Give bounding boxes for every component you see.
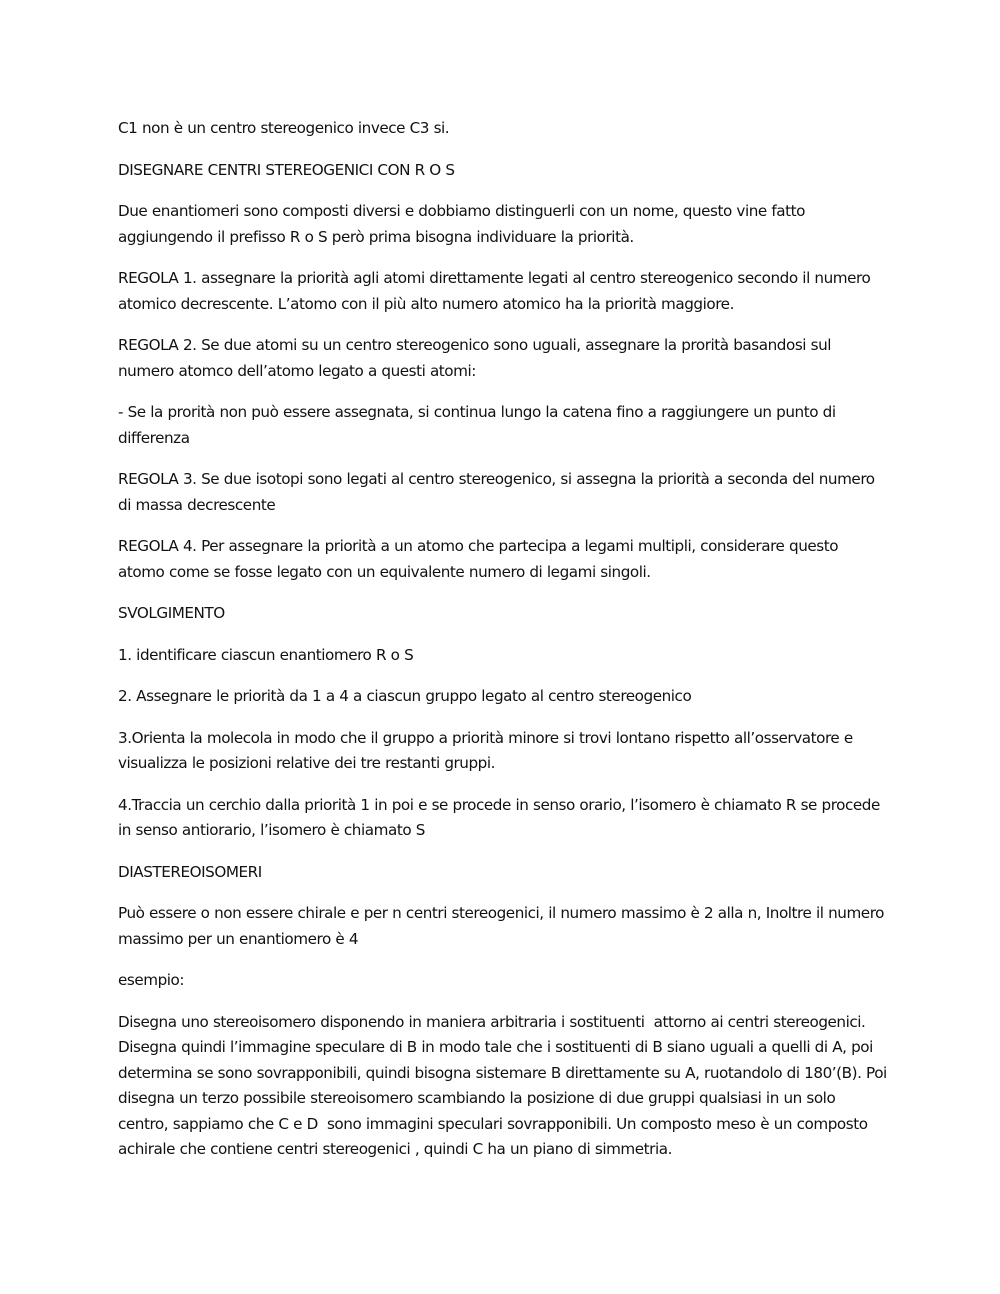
paragraph-diastereoisomeri: Può essere o non essere chirale e per n centri stereogenici, il numero massimo è 2 alla n, Inoltre il numero massimo per un enantiomero è 4 bbox=[118, 904, 889, 948]
heading-diastereoisomeri: DIASTEREOISOMERI bbox=[118, 862, 262, 881]
paragraph-intro: C1 non è un centro stereogenico invece C3 si. bbox=[118, 119, 450, 137]
paragraph-regola-1: REGOLA 1. assegnare la priorità agli atomi direttamente legati al centro stereogenico secondo il numero atomico decrescente. L’atomo con il più alto numero atomico ha la priorità maggiore. bbox=[118, 269, 875, 313]
heading-disegnare-centri: DISEGNARE CENTRI STEREOGENICI CON R O S bbox=[118, 160, 455, 179]
heading-svolgimento: SVOLGIMENTO bbox=[118, 604, 225, 622]
paragraph-regola-4: REGOLA 4. Per assegnare la priorità a un atomo che partecipa a legami multipli, considerare questo atomo come se fosse legato con un equivalente numero di legami singoli. bbox=[118, 537, 843, 581]
step-1: 1. identificare ciascun enantiomero R o S bbox=[118, 645, 414, 664]
paragraph-regola-2-note: - Se la prorità non può essere assegnata, si continua lungo la catena fino a raggiungere un punto di differenza bbox=[118, 403, 841, 447]
document-body bbox=[118, 116, 892, 1179]
step-4: 4.Traccia un cerchio dalla priorità 1 in poi e se procede in senso orario, l’isomero è chiamato R se procede in senso antiorario, l’isomero è chiamato S bbox=[118, 795, 885, 839]
paragraph-stereoisomero: Disegna uno stereoisomero disponendo in maniera arbitraria i sostituenti attorno ai centri stereogenici. Disegna quindi l’immagine speculare di B in modo tale che i sostituenti di B siano uguali a quelli di A, poi determina se sono sovrapponibili, quindi bisogna sistemare B direttamente su A, ruotandolo di 180’(B). Poi disegna un terzo possibile stereoisomero scambiando la posizione di due gruppi qualsiasi in un solo centro, sappiamo che C e D sono immagini speculari sovrapponibili. Un composto meso è un composto achirale che contiene centri stereogenici , quindi C ha un piano di simmetria. bbox=[118, 1012, 892, 1158]
paragraph-regola-3: REGOLA 3. Se due isotopi sono legati al centro stereogenico, si assegna la priorità a seconda del numero di massa decrescente bbox=[118, 470, 880, 514]
step-3: 3.Orienta la molecola in modo che il gruppo a priorità minore si trovi lontano rispetto all’osservatore e visualizza le posizioni relative dei tre restanti gruppi. bbox=[118, 728, 858, 772]
paragraph-enantiomeri: Due enantiomeri sono composti diversi e dobbiamo distinguerli con un nome, questo vine fatto aggiungendo il prefisso R o S però prima bisogna individuare la priorità. bbox=[118, 202, 810, 246]
paragraph-regola-2: REGOLA 2. Se due atomi su un centro stereogenico sono uguali, assegnare la prorità basandosi sul numero atomco dell’atomo legato a questi atomi: bbox=[118, 336, 836, 380]
paragraph-esempio: esempio: bbox=[118, 971, 185, 989]
step-2: 2. Assegnare le priorità da 1 a 4 a ciascun gruppo legato al centro stereogenico bbox=[118, 687, 692, 705]
